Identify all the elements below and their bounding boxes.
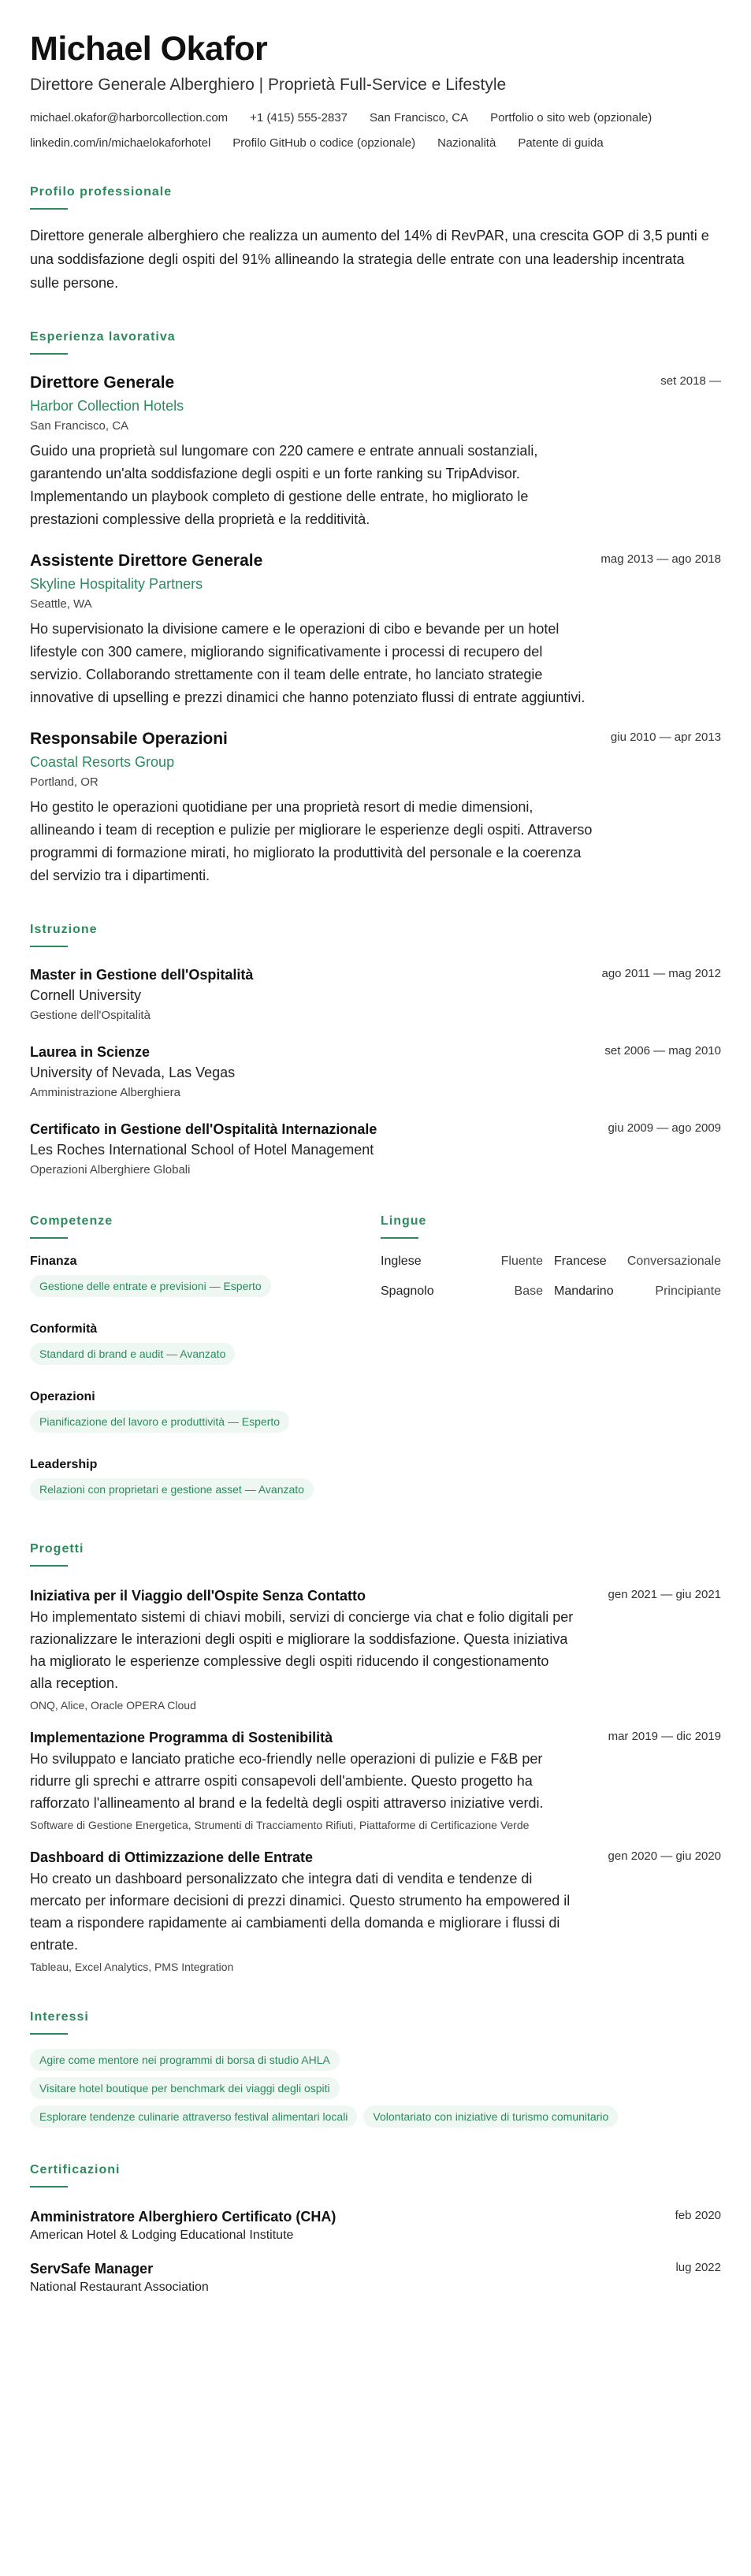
- contact-list: [30, 110, 721, 161]
- skills-languages-row: [30, 1214, 721, 1524]
- project-dates: gen 2020 — giu 2020: [608, 1849, 721, 1863]
- certification-entry: [30, 2206, 721, 2244]
- section-divider: [30, 946, 68, 947]
- project-entry: [30, 1847, 721, 1975]
- skill-group: [30, 1456, 381, 1507]
- education-school: Cornell University: [30, 987, 142, 1003]
- section-title: Profilo professionale: [30, 185, 173, 199]
- job-entry: [30, 550, 721, 709]
- education-field: Amministrazione Alberghiera: [30, 1086, 180, 1099]
- interest-tag: Visitare hotel boutique per benchmark dei viaggi degli ospiti: [30, 2077, 340, 2099]
- interest-tag: Esplorare tendenze culinarie attraverso festival alimentari locali: [30, 2106, 357, 2128]
- project-description: Ho sviluppato e lanciato pratiche eco-friendly nelle operazioni di pulizie e F&B per ridurre gli sprechi e attrarre ospiti consapevoli dell'ambiente. Questo progetto ha rafforzato l'allineamento al brand e la fedeltà degli ospiti attraverso iniziative verdi.: [30, 1751, 544, 1811]
- job-company: Harbor Collection Hotels: [30, 398, 184, 414]
- contact-linkedin[interactable]: linkedin.com/in/michaelokaforhotel: [30, 136, 211, 150]
- certification-issuer: National Restaurant Association: [30, 2280, 209, 2294]
- project-description: Ho implementato sistemi di chiavi mobili, servizi di concierge via chat e folio digitali per razionalizzare le interazioni degli ospiti e migliorare la soddisfazione. Questa iniziativa ha migliorato le esperienze complessive degli ospiti riducendo il congestionamento alla reception.: [30, 1609, 574, 1691]
- job-entry: [30, 372, 721, 531]
- language-row: [381, 1253, 721, 1270]
- contact-portfolio[interactable]: Portfolio o sito web (opzionale): [490, 111, 652, 125]
- skill-tag: Pianificazione del lavoro e produttività — Esperto: [30, 1411, 289, 1433]
- education-section: [30, 922, 721, 1179]
- projects-section: [30, 1541, 721, 1975]
- project-name: Dashboard di Ottimizzazione delle Entrate: [30, 1849, 314, 1865]
- education-school: Les Roches International School of Hotel Management: [30, 1142, 374, 1158]
- section-divider: [30, 353, 68, 355]
- certification-name: Amministratore Alberghiero Certificato (CHA): [30, 2209, 336, 2225]
- project-dates: gen 2021 — giu 2021: [608, 1588, 721, 1601]
- language-level: Conversazionale: [626, 1255, 721, 1268]
- certifications-section: [30, 2162, 721, 2296]
- project-dates: mar 2019 — dic 2019: [608, 1730, 721, 1743]
- interest-list: [30, 2049, 723, 2134]
- summary-section: [30, 184, 721, 295]
- section-divider: [30, 2186, 68, 2188]
- skill-category: Conformità: [30, 1322, 98, 1336]
- education-field: Operazioni Alberghiere Globali: [30, 1163, 191, 1176]
- section-divider: [30, 2033, 68, 2035]
- job-dates: giu 2010 — apr 2013: [610, 730, 721, 744]
- job-company: Skyline Hospitality Partners: [30, 576, 203, 592]
- skill-category: Finanza: [30, 1255, 77, 1268]
- language-level: Fluente: [500, 1255, 543, 1268]
- skill-category: Operazioni: [30, 1390, 95, 1403]
- resume-header: [30, 30, 721, 161]
- project-tech: Tableau, Excel Analytics, PMS Integration: [30, 1961, 234, 1973]
- certification-date: lug 2022: [675, 2261, 721, 2274]
- contact-phone[interactable]: +1 (415) 555-2837: [250, 111, 348, 125]
- section-title: Progetti: [30, 1542, 84, 1556]
- skill-category: Leadership: [30, 1458, 98, 1471]
- certification-date: feb 2020: [675, 2209, 721, 2222]
- project-tech: ONQ, Alice, Oracle OPERA Cloud: [30, 1699, 196, 1712]
- summary-text: Direttore generale alberghiero che realizza un aumento del 14% di RevPAR, una crescita GOP di 3,5 punti e una soddisfazione degli ospiti del 91% allineando la strategia delle entrate con una leadership incentrata sulle persone.: [30, 228, 709, 291]
- section-title: Lingue: [381, 1214, 427, 1228]
- section-divider: [381, 1237, 418, 1239]
- contact-driving-license: Patente di guida: [518, 136, 604, 150]
- education-dates: giu 2009 — ago 2009: [608, 1121, 721, 1135]
- languages-section: [381, 1214, 721, 1524]
- job-location: Seattle, WA: [30, 597, 92, 611]
- contact-email[interactable]: michael.okafor@harborcollection.com: [30, 111, 229, 125]
- section-title: Interessi: [30, 2010, 89, 2024]
- language-name: Inglese: [381, 1255, 422, 1268]
- project-name: Iniziativa per il Viaggio dell'Ospite Senza Contatto: [30, 1588, 366, 1604]
- job-dates: set 2018 —: [660, 374, 721, 388]
- project-name: Implementazione Programma di Sostenibilità: [30, 1730, 333, 1745]
- certification-name: ServSafe Manager: [30, 2261, 154, 2277]
- section-title: Competenze: [30, 1214, 113, 1228]
- language-level: Base: [514, 1284, 543, 1298]
- language-row: [381, 1283, 721, 1300]
- job-location: Portland, OR: [30, 775, 99, 789]
- project-tech: Software di Gestione Energetica, Strumenti di Tracciamento Rifiuti, Piattaforme di Certificazione Verde: [30, 1819, 530, 1831]
- certification-entry: [30, 2258, 721, 2296]
- interests-section: [30, 2009, 721, 2134]
- interest-tag: Volontariato con iniziative di turismo comunitario: [363, 2106, 618, 2128]
- experience-section: [30, 329, 721, 887]
- project-entry: [30, 1727, 721, 1833]
- job-company: Coastal Resorts Group: [30, 754, 175, 770]
- job-title: Direttore Generale: [30, 374, 175, 392]
- skills-section: [30, 1214, 381, 1524]
- project-entry: [30, 1585, 721, 1713]
- job-title: Responsabile Operazioni: [30, 730, 228, 748]
- skill-group: [30, 1321, 381, 1371]
- contact-nationality: Nazionalità: [437, 136, 496, 150]
- job-title: Assistente Direttore Generale: [30, 552, 263, 570]
- education-dates: ago 2011 — mag 2012: [601, 967, 721, 980]
- job-entry: [30, 728, 721, 887]
- skill-tag: Relazioni con proprietari e gestione asset — Avanzato: [30, 1478, 314, 1500]
- interest-tag: Agire come mentore nei programmi di borsa di studio AHLA: [30, 2049, 340, 2071]
- education-degree: Laurea in Scienze: [30, 1044, 151, 1060]
- education-degree: Certificato in Gestione dell'Ospitalità Internazionale: [30, 1121, 377, 1137]
- language-name: Francese: [554, 1255, 607, 1268]
- education-entry: [30, 965, 721, 1024]
- job-description: Ho gestito le operazioni quotidiane per una proprietà resort di medie dimensioni, allineando i team di reception e pulizie per migliorare le esperienze degli ospiti. Attraverso programmi di formazione mirati, ho migliorato la produttività del personale e la coerenza del servizio tra i dipartimenti.: [30, 799, 593, 883]
- skill-group: [30, 1253, 381, 1303]
- project-description: Ho creato un dashboard personalizzato che integra dati di vendita e tendenze di mercato per informare decisioni di prezzi dinamici. Questo strumento ha empowered il team a rispondere rapidamente ai cambiamenti della domanda e migliorare i flussi di entrate.: [30, 1871, 571, 1953]
- section-divider: [30, 1565, 68, 1567]
- section-title: Esperienza lavorativa: [30, 330, 176, 344]
- skill-tag: Gestione delle entrate e previsioni — Esperto: [30, 1275, 271, 1297]
- certification-issuer: American Hotel & Lodging Educational Institute: [30, 2228, 294, 2242]
- section-title: Certificazioni: [30, 2163, 121, 2176]
- job-description: Ho supervisionato la divisione camere e le operazioni di cibo e bevande per un hotel lifestyle con 300 camere, migliorando significativamente i processi di recupero del servizio. Collaborando strettamente con il team delle entrate, ho lanciato strategie innovative di upselling e prezzi dinamici che hanno potenziato flussi di entrate aggiuntivi.: [30, 621, 586, 705]
- section-title: Istruzione: [30, 923, 98, 936]
- education-entry: [30, 1042, 721, 1102]
- language-name: Mandarino: [554, 1284, 614, 1298]
- education-school: University of Nevada, Las Vegas: [30, 1065, 236, 1080]
- job-description: Guido una proprietà sul lungomare con 220 camere e entrate annuali sostanziali, garantendo un'alta soddisfazione degli ospiti e un forte ranking su TripAdvisor. Implementando un playbook completo di gestione delle entrate, ho migliorato le prestazioni complessive della proprietà e la redditività.: [30, 443, 538, 527]
- section-divider: [30, 208, 68, 210]
- education-degree: Master in Gestione dell'Ospitalità: [30, 967, 254, 983]
- skill-tag: Standard di brand e audit — Avanzato: [30, 1343, 235, 1365]
- education-dates: set 2006 — mag 2010: [604, 1044, 721, 1058]
- education-field: Gestione dell'Ospitalità: [30, 1009, 151, 1022]
- candidate-name: Michael Okafor: [30, 30, 268, 68]
- section-divider: [30, 1237, 68, 1239]
- language-name: Spagnolo: [381, 1284, 434, 1298]
- contact-location: San Francisco, CA: [370, 111, 469, 125]
- job-location: San Francisco, CA: [30, 419, 129, 433]
- contact-github[interactable]: Profilo GitHub o codice (opzionale): [232, 136, 416, 150]
- language-level: Principiante: [655, 1284, 721, 1298]
- job-dates: mag 2013 — ago 2018: [600, 552, 721, 566]
- skill-group: [30, 1388, 381, 1439]
- education-entry: [30, 1119, 721, 1179]
- candidate-headline: Direttore Generale Alberghiero | Proprietà Full-Service e Lifestyle: [30, 76, 507, 94]
